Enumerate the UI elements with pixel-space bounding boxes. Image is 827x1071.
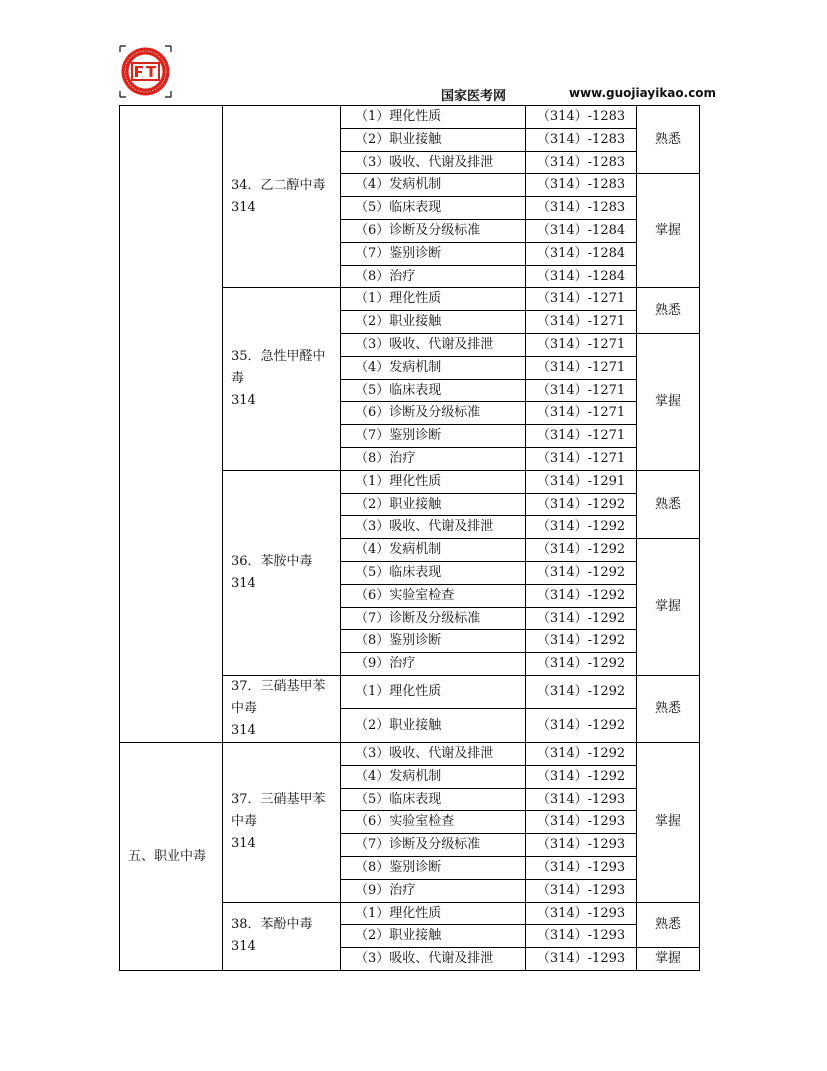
site-name: 国家医考网 xyxy=(441,89,507,104)
mastery-level-cell: 掌握 xyxy=(637,742,700,902)
subtopic-cell: （2）职业接触 xyxy=(341,128,526,151)
table-row xyxy=(120,106,700,129)
mastery-level-cell: 掌握 xyxy=(637,948,700,971)
page-ref-cell: （314）-1293 xyxy=(526,879,637,902)
topic-cell: 37．三硝基甲苯 中毒 314 xyxy=(223,742,341,902)
subtopic-cell: （8）治疗 xyxy=(341,447,526,470)
page-ref-cell: （314）-1271 xyxy=(526,379,637,402)
topic-cell: 38．苯酚中毒 314 xyxy=(223,902,341,970)
site-url: www.guojiayikao.com xyxy=(569,86,717,100)
page-ref-cell: （314）-1293 xyxy=(526,811,637,834)
subtopic-cell: （4）发病机制 xyxy=(341,174,526,197)
mastery-level-cell: 掌握 xyxy=(637,174,700,288)
page-ref-cell: （314）-1293 xyxy=(526,834,637,857)
subtopic-cell: （1）理化性质 xyxy=(341,675,526,709)
page-ref-cell: （314）-1292 xyxy=(526,584,637,607)
subtopic-cell: （2）职业接触 xyxy=(341,709,526,743)
page-ref-cell: （314）-1292 xyxy=(526,516,637,539)
mastery-level-cell: 熟悉 xyxy=(637,902,700,948)
table-row xyxy=(120,742,700,765)
subtopic-cell: （4）发病机制 xyxy=(341,539,526,562)
subtopic-cell: （8）鉴别诊断 xyxy=(341,856,526,879)
page-ref-cell: （314）-1292 xyxy=(526,653,637,676)
page-ref-cell: （314）-1292 xyxy=(526,675,637,709)
page-ref-cell: （314）-1292 xyxy=(526,493,637,516)
subtopic-cell: （3）吸收、代谢及排泄 xyxy=(341,742,526,765)
page-ref-cell: （314）-1271 xyxy=(526,447,637,470)
guojiayikao-logo-icon xyxy=(119,45,172,98)
subtopic-cell: （8）鉴别诊断 xyxy=(341,630,526,653)
page-ref-cell: （314）-1292 xyxy=(526,539,637,562)
subtopic-cell: （6）实验室检查 xyxy=(341,811,526,834)
page-ref-cell: （314）-1283 xyxy=(526,128,637,151)
page-ref-cell: （314）-1271 xyxy=(526,333,637,356)
subtopic-cell: （5）临床表现 xyxy=(341,788,526,811)
mastery-level-cell: 熟悉 xyxy=(637,470,700,538)
page-ref-cell: （314）-1292 xyxy=(526,765,637,788)
subtopic-cell: （3）吸收、代谢及排泄 xyxy=(341,333,526,356)
topic-cell: 37．三硝基甲苯 中毒 314 xyxy=(223,675,341,742)
topic-cell: 35．急性甲醛中 毒 314 xyxy=(223,288,341,470)
subtopic-cell: （2）职业接触 xyxy=(341,311,526,334)
page-ref-cell: （314）-1284 xyxy=(526,242,637,265)
page-ref-cell: （314）-1284 xyxy=(526,265,637,288)
subtopic-cell: （2）职业接触 xyxy=(341,493,526,516)
mastery-level-cell: 掌握 xyxy=(637,333,700,470)
mastery-level-cell: 熟悉 xyxy=(637,675,700,742)
subtopic-cell: （1）理化性质 xyxy=(341,106,526,129)
subtopic-cell: （3）吸收、代谢及排泄 xyxy=(341,948,526,971)
page-ref-cell: （314）-1283 xyxy=(526,197,637,220)
page-ref-cell: （314）-1291 xyxy=(526,470,637,493)
page-ref-cell: （314）-1293 xyxy=(526,856,637,879)
subtopic-cell: （9）治疗 xyxy=(341,879,526,902)
page-ref-cell: （314）-1292 xyxy=(526,709,637,743)
subtopic-cell: （7）鉴别诊断 xyxy=(341,425,526,448)
page-ref-cell: （314）-1293 xyxy=(526,948,637,971)
subtopic-cell: （1）理化性质 xyxy=(341,288,526,311)
page-ref-cell: （314）-1283 xyxy=(526,106,637,129)
page-ref-cell: （314）-1293 xyxy=(526,902,637,925)
page-ref-cell: （314）-1292 xyxy=(526,561,637,584)
topic-cell: 36．苯胺中毒 314 xyxy=(223,470,341,675)
page-ref-cell: （314）-1271 xyxy=(526,356,637,379)
page-ref-cell: （314）-1292 xyxy=(526,630,637,653)
page-ref-cell: （314）-1283 xyxy=(526,151,637,174)
subtopic-cell: （7）诊断及分级标准 xyxy=(341,834,526,857)
section-title-cell: 五、职业中毒 xyxy=(120,742,223,970)
mastery-level-cell: 掌握 xyxy=(637,539,700,676)
subtopic-cell: （7）鉴别诊断 xyxy=(341,242,526,265)
subtopic-cell: （3）吸收、代谢及排泄 xyxy=(341,151,526,174)
subtopic-cell: （3）吸收、代谢及排泄 xyxy=(341,516,526,539)
subtopic-cell: （8）治疗 xyxy=(341,265,526,288)
topic-cell: 34．乙二醇中毒 314 xyxy=(223,106,341,288)
page-ref-cell: （314）-1292 xyxy=(526,607,637,630)
subtopic-cell: （6）诊断及分级标准 xyxy=(341,402,526,425)
subtopic-cell: （1）理化性质 xyxy=(341,470,526,493)
subtopic-cell: （5）临床表现 xyxy=(341,379,526,402)
page-ref-cell: （314）-1284 xyxy=(526,219,637,242)
page-ref-cell: （314）-1293 xyxy=(526,788,637,811)
mastery-level-cell: 熟悉 xyxy=(637,106,700,174)
subtopic-cell: （9）治疗 xyxy=(341,653,526,676)
page-ref-cell: （314）-1271 xyxy=(526,288,637,311)
page-ref-cell: （314）-1292 xyxy=(526,742,637,765)
page-ref-cell: （314）-1271 xyxy=(526,402,637,425)
subtopic-cell: （4）发病机制 xyxy=(341,765,526,788)
subtopic-cell: （1）理化性质 xyxy=(341,902,526,925)
section-title-cell xyxy=(120,106,223,743)
mastery-level-cell: 熟悉 xyxy=(637,288,700,334)
syllabus-table xyxy=(119,105,700,971)
page-ref-cell: （314）-1283 xyxy=(526,174,637,197)
subtopic-cell: （6）实验室检查 xyxy=(341,584,526,607)
subtopic-cell: （5）临床表现 xyxy=(341,561,526,584)
page-ref-cell: （314）-1271 xyxy=(526,425,637,448)
subtopic-cell: （6）诊断及分级标准 xyxy=(341,219,526,242)
subtopic-cell: （7）诊断及分级标准 xyxy=(341,607,526,630)
subtopic-cell: （2）职业接触 xyxy=(341,925,526,948)
page-ref-cell: （314）-1271 xyxy=(526,311,637,334)
subtopic-cell: （4）发病机制 xyxy=(341,356,526,379)
subtopic-cell: （5）临床表现 xyxy=(341,197,526,220)
page-ref-cell: （314）-1293 xyxy=(526,925,637,948)
